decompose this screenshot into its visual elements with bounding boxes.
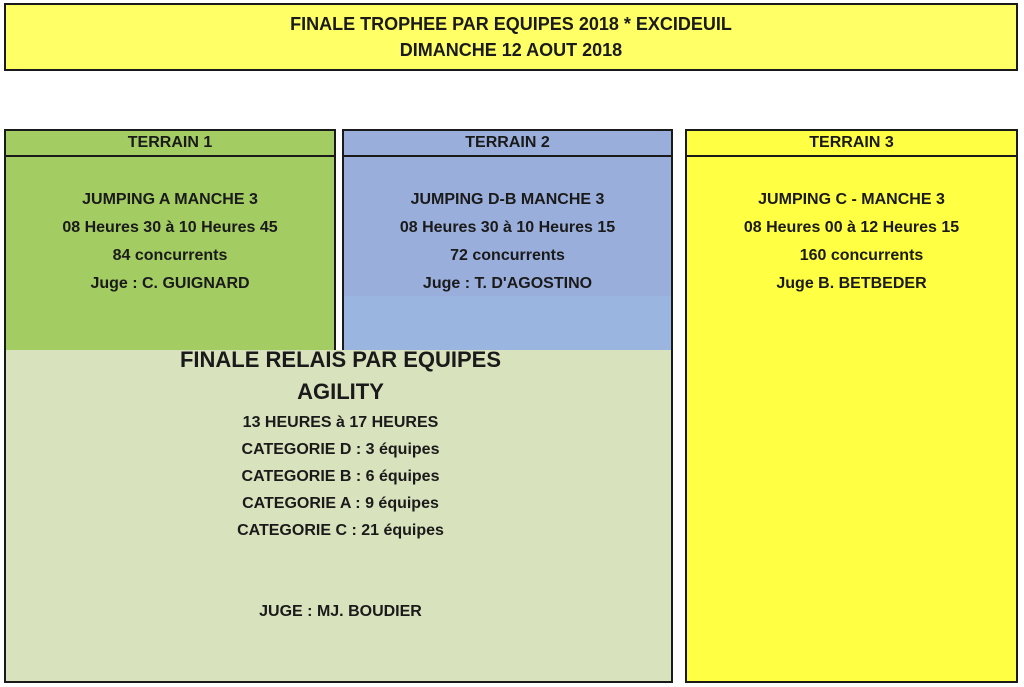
event-title: FINALE TROPHEE PAR EQUIPES 2018 * EXCIDEUIL bbox=[290, 14, 732, 34]
terrain-2-panel bbox=[342, 157, 673, 296]
terrain-2-event: JUMPING D-B MANCHE 3 bbox=[410, 191, 605, 208]
terrain-3-header: TERRAIN 3 bbox=[685, 129, 1018, 157]
terrain-3-event: JUMPING C - MANCHE 3 bbox=[758, 191, 945, 208]
terrain-1-judge: Juge : C. GUIGNARD bbox=[90, 275, 250, 292]
terrain-3-judge: Juge B. BETBEDER bbox=[776, 275, 927, 292]
terrain-2-judge: Juge : T. D'AGOSTINO bbox=[422, 275, 593, 292]
relay-category-b: CATEGORIE B : 6 équipes bbox=[241, 468, 440, 485]
terrain-2-hours: 08 Heures 30 à 10 Heures 15 bbox=[399, 219, 616, 236]
event-date: DIMANCHE 12 AOUT 2018 bbox=[399, 40, 623, 60]
terrain-1-competitors: 84 concurrents bbox=[112, 247, 228, 264]
relay-judge: JUGE : MJ. BOUDIER bbox=[259, 603, 422, 620]
relay-category-d: CATEGORIE D : 3 équipes bbox=[241, 441, 440, 458]
relay-title: FINALE RELAIS PAR EQUIPES bbox=[179, 347, 502, 372]
relay-category-c: CATEGORIE C : 21 équipes bbox=[237, 522, 444, 539]
relay-subtitle: AGILITY bbox=[297, 379, 384, 404]
relay-finale-panel bbox=[4, 347, 673, 683]
terrain-1-panel bbox=[4, 157, 336, 350]
terrain-2-header: TERRAIN 2 bbox=[342, 129, 673, 157]
terrain-1-event: JUMPING A MANCHE 3 bbox=[82, 191, 258, 208]
relay-category-a: CATEGORIE A : 9 équipes bbox=[242, 495, 439, 512]
terrain-3-competitors: 160 concurrents bbox=[799, 247, 924, 264]
terrain-3-panel bbox=[685, 157, 1018, 683]
terrain-3-hours: 08 Heures 00 à 12 Heures 15 bbox=[743, 219, 960, 236]
terrain-2-panel-lower bbox=[342, 296, 673, 350]
relay-hours: 13 HEURES à 17 HEURES bbox=[242, 414, 439, 431]
terrain-2-competitors: 72 concurrents bbox=[450, 247, 565, 264]
event-title-banner bbox=[4, 3, 1018, 71]
terrain-1-header: TERRAIN 1 bbox=[4, 129, 336, 157]
terrain-1-hours: 08 Heures 30 à 10 Heures 45 bbox=[62, 219, 278, 236]
